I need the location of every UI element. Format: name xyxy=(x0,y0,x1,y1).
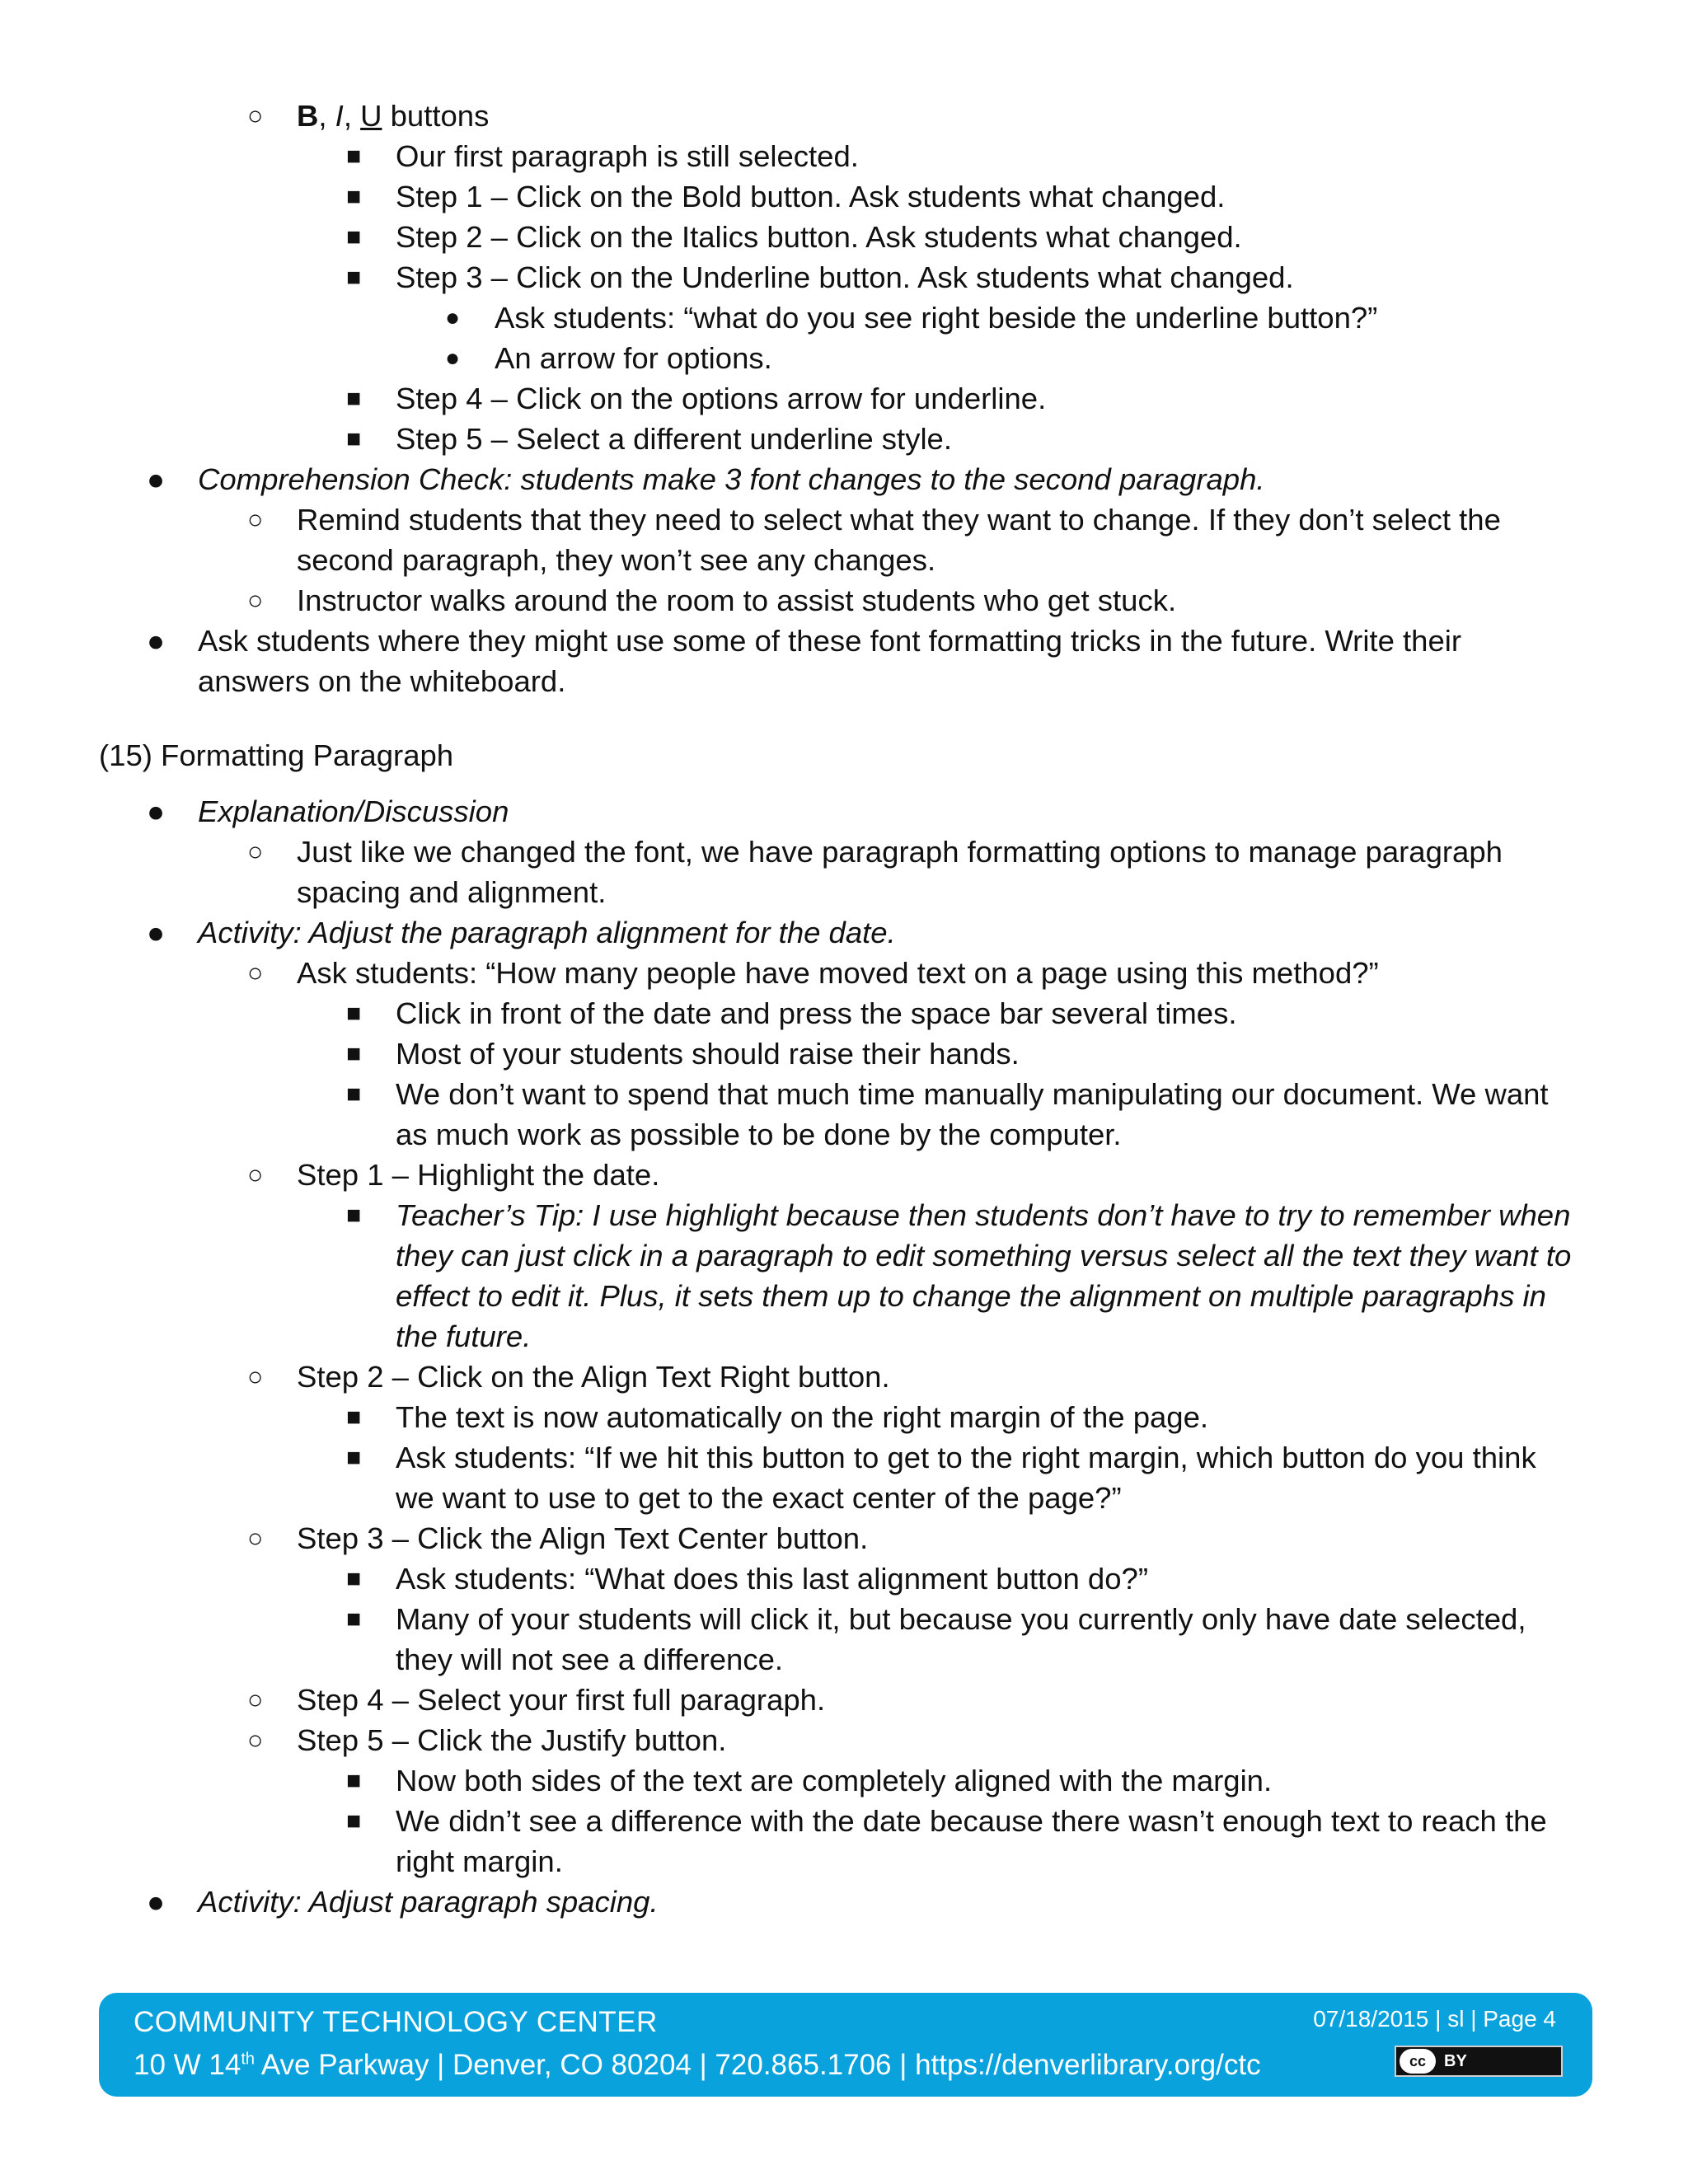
bullet-hollow: ○ xyxy=(247,837,264,866)
list-item: Step 2 – Click on the Italics button. Ask students what changed. xyxy=(396,220,1242,254)
bullet-square: ■ xyxy=(346,1565,362,1592)
section-heading: (15) Formatting Paragraph xyxy=(99,738,454,772)
bullet-hollow: ○ xyxy=(247,1523,264,1553)
underline-letter: U xyxy=(360,99,382,133)
list-item-continued: as much work as possible to be done by the computer. xyxy=(396,1118,1122,1151)
teachers-tip-continued: effect to edit it. Plus, it sets them up to change the alignment on multiple paragraphs in xyxy=(396,1279,1546,1313)
bullet-square: ■ xyxy=(346,183,362,210)
bullet-hollow: ○ xyxy=(247,1685,264,1714)
bullet-square: ■ xyxy=(346,425,362,452)
bullet-dot: ● xyxy=(147,462,166,496)
footer-address xyxy=(134,2049,1261,2082)
bullet-dot: ● xyxy=(147,1885,166,1919)
bullet-square: ■ xyxy=(346,1605,362,1633)
list-item-continued: they will not see a difference. xyxy=(396,1643,784,1676)
bold-letter: B xyxy=(297,99,319,133)
bullet-square: ■ xyxy=(346,1404,362,1431)
comprehension-check: Comprehension Check: students make 3 font changes to the second paragraph. xyxy=(198,462,1265,496)
bullet-dot: ● xyxy=(147,794,166,828)
separator: , xyxy=(343,99,361,133)
list-item: Step 5 – Click the Justify button. xyxy=(297,1723,727,1757)
footer-organization: COMMUNITY TECHNOLOGY CENTER xyxy=(134,2006,658,2038)
list-item: Click in front of the date and press the space bar several times. xyxy=(396,996,1237,1030)
bullet-hollow: ○ xyxy=(247,101,264,130)
page-footer xyxy=(99,1993,1592,2097)
list-item: Remind students that they need to select what they want to change. If they don’t select the xyxy=(297,503,1501,537)
list-item-continued: answers on the whiteboard. xyxy=(198,664,566,698)
list-item: Instructor walks around the room to assist students who get stuck. xyxy=(297,583,1177,617)
activity-heading: Activity: Adjust the paragraph alignment for the date. xyxy=(198,916,896,949)
footer-page-info: 07/18/2015 | sl | Page 4 xyxy=(1313,2006,1556,2032)
bullet-hollow: ○ xyxy=(247,958,264,987)
teachers-tip-continued: they can just click in a paragraph to edit something versus select all the text they want to xyxy=(396,1239,1572,1272)
list-item-continued: right margin. xyxy=(396,1844,563,1878)
teachers-tip: Teacher’s Tip: I use highlight because then students don’t have to try to remember when xyxy=(396,1198,1571,1232)
list-item-continued: second paragraph, they won’t see any changes. xyxy=(297,543,936,577)
bullet-hollow: ○ xyxy=(247,504,264,534)
list-item: Step 1 – Click on the Bold button. Ask students what changed. xyxy=(396,180,1226,213)
list-item: Ask students: “what do you see right beside the underline button?” xyxy=(495,301,1378,335)
list-item: Step 2 – Click on the Align Text Right button. xyxy=(297,1360,890,1394)
bullet-square: ■ xyxy=(346,1202,362,1229)
bullet-hollow: ○ xyxy=(247,1361,264,1391)
bullet-square: ■ xyxy=(346,1767,362,1794)
list-item: The text is now automatically on the right margin of the page. xyxy=(396,1400,1209,1434)
address-part: 10 W 14 xyxy=(134,2049,241,2081)
list-item: We don’t want to spend that much time manually manipulating our document. We want xyxy=(396,1077,1549,1111)
list-item: Ask students: “What does this last alignment button do?” xyxy=(396,1562,1148,1596)
italic-letter: I xyxy=(335,99,344,133)
bullet-dot: ● xyxy=(445,304,461,331)
bullet-square: ■ xyxy=(346,1444,362,1471)
bullet-hollow: ○ xyxy=(247,585,264,615)
separator: , xyxy=(318,99,335,133)
cc-icon: cc xyxy=(1400,2049,1436,2074)
list-item: We didn’t see a difference with the date because there wasn’t enough text to reach the xyxy=(396,1804,1547,1838)
address-superscript: th xyxy=(241,2050,256,2069)
list-item: Ask students where they might use some of these font formatting tricks in the future. Write their xyxy=(198,624,1462,658)
list-item: Step 3 – Click the Align Text Center button. xyxy=(297,1521,869,1555)
teachers-tip-continued: the future. xyxy=(396,1319,532,1353)
list-item: Most of your students should raise their hands. xyxy=(396,1037,1020,1071)
list-item: Step 3 – Click on the Underline button. Ask students what changed. xyxy=(396,260,1294,294)
cc-by-license-icon xyxy=(1395,2046,1563,2077)
bullet-square: ■ xyxy=(346,143,362,170)
bullet-square: ■ xyxy=(346,1807,362,1835)
bullet-square: ■ xyxy=(346,385,362,412)
bullet-hollow: ○ xyxy=(247,1725,264,1755)
list-item-continued: we want to use to get to the exact center of the page?” xyxy=(396,1481,1122,1515)
bullet-square: ■ xyxy=(346,1000,362,1027)
list-item: Now both sides of the text are completely aligned with the margin. xyxy=(396,1764,1273,1797)
list-item: Just like we changed the font, we have paragraph formatting options to manage paragraph xyxy=(297,835,1503,869)
bullet-hollow: ○ xyxy=(247,1160,264,1189)
list-item: Many of your students will click it, but because you currently only have date selected, xyxy=(396,1602,1526,1636)
biu-rest: buttons xyxy=(382,99,490,133)
list-item: Ask students: “If we hit this button to get to the right margin, which button do you think xyxy=(396,1441,1536,1474)
address-part: Ave Parkway | Denver, CO 80204 | 720.865.1706 | https://denverlibrary.org/ctc xyxy=(255,2049,1261,2081)
list-item: Step 1 – Highlight the date. xyxy=(297,1158,660,1192)
bullet-square: ■ xyxy=(346,1080,362,1108)
by-label: BY xyxy=(1444,2051,1467,2070)
bullet-square: ■ xyxy=(346,264,362,291)
list-item: Step 4 – Select your first full paragraph. xyxy=(297,1683,826,1717)
explanation-heading: Explanation/Discussion xyxy=(198,794,509,828)
bullet-square: ■ xyxy=(346,223,362,251)
list-item: An arrow for options. xyxy=(495,341,772,375)
list-item: Our first paragraph is still selected. xyxy=(396,139,859,173)
bullet-dot: ● xyxy=(445,344,461,372)
bullet-dot: ● xyxy=(147,916,166,949)
biu-heading xyxy=(297,96,489,136)
bullet-square: ■ xyxy=(346,1040,362,1067)
list-item-continued: spacing and alignment. xyxy=(297,875,607,909)
bullet-dot: ● xyxy=(147,624,166,658)
list-item: Step 5 – Select a different underline style. xyxy=(396,422,953,456)
list-item: Ask students: “How many people have moved text on a page using this method?” xyxy=(297,956,1379,990)
activity-heading: Activity: Adjust paragraph spacing. xyxy=(198,1885,659,1919)
list-item: Step 4 – Click on the options arrow for underline. xyxy=(396,382,1047,415)
